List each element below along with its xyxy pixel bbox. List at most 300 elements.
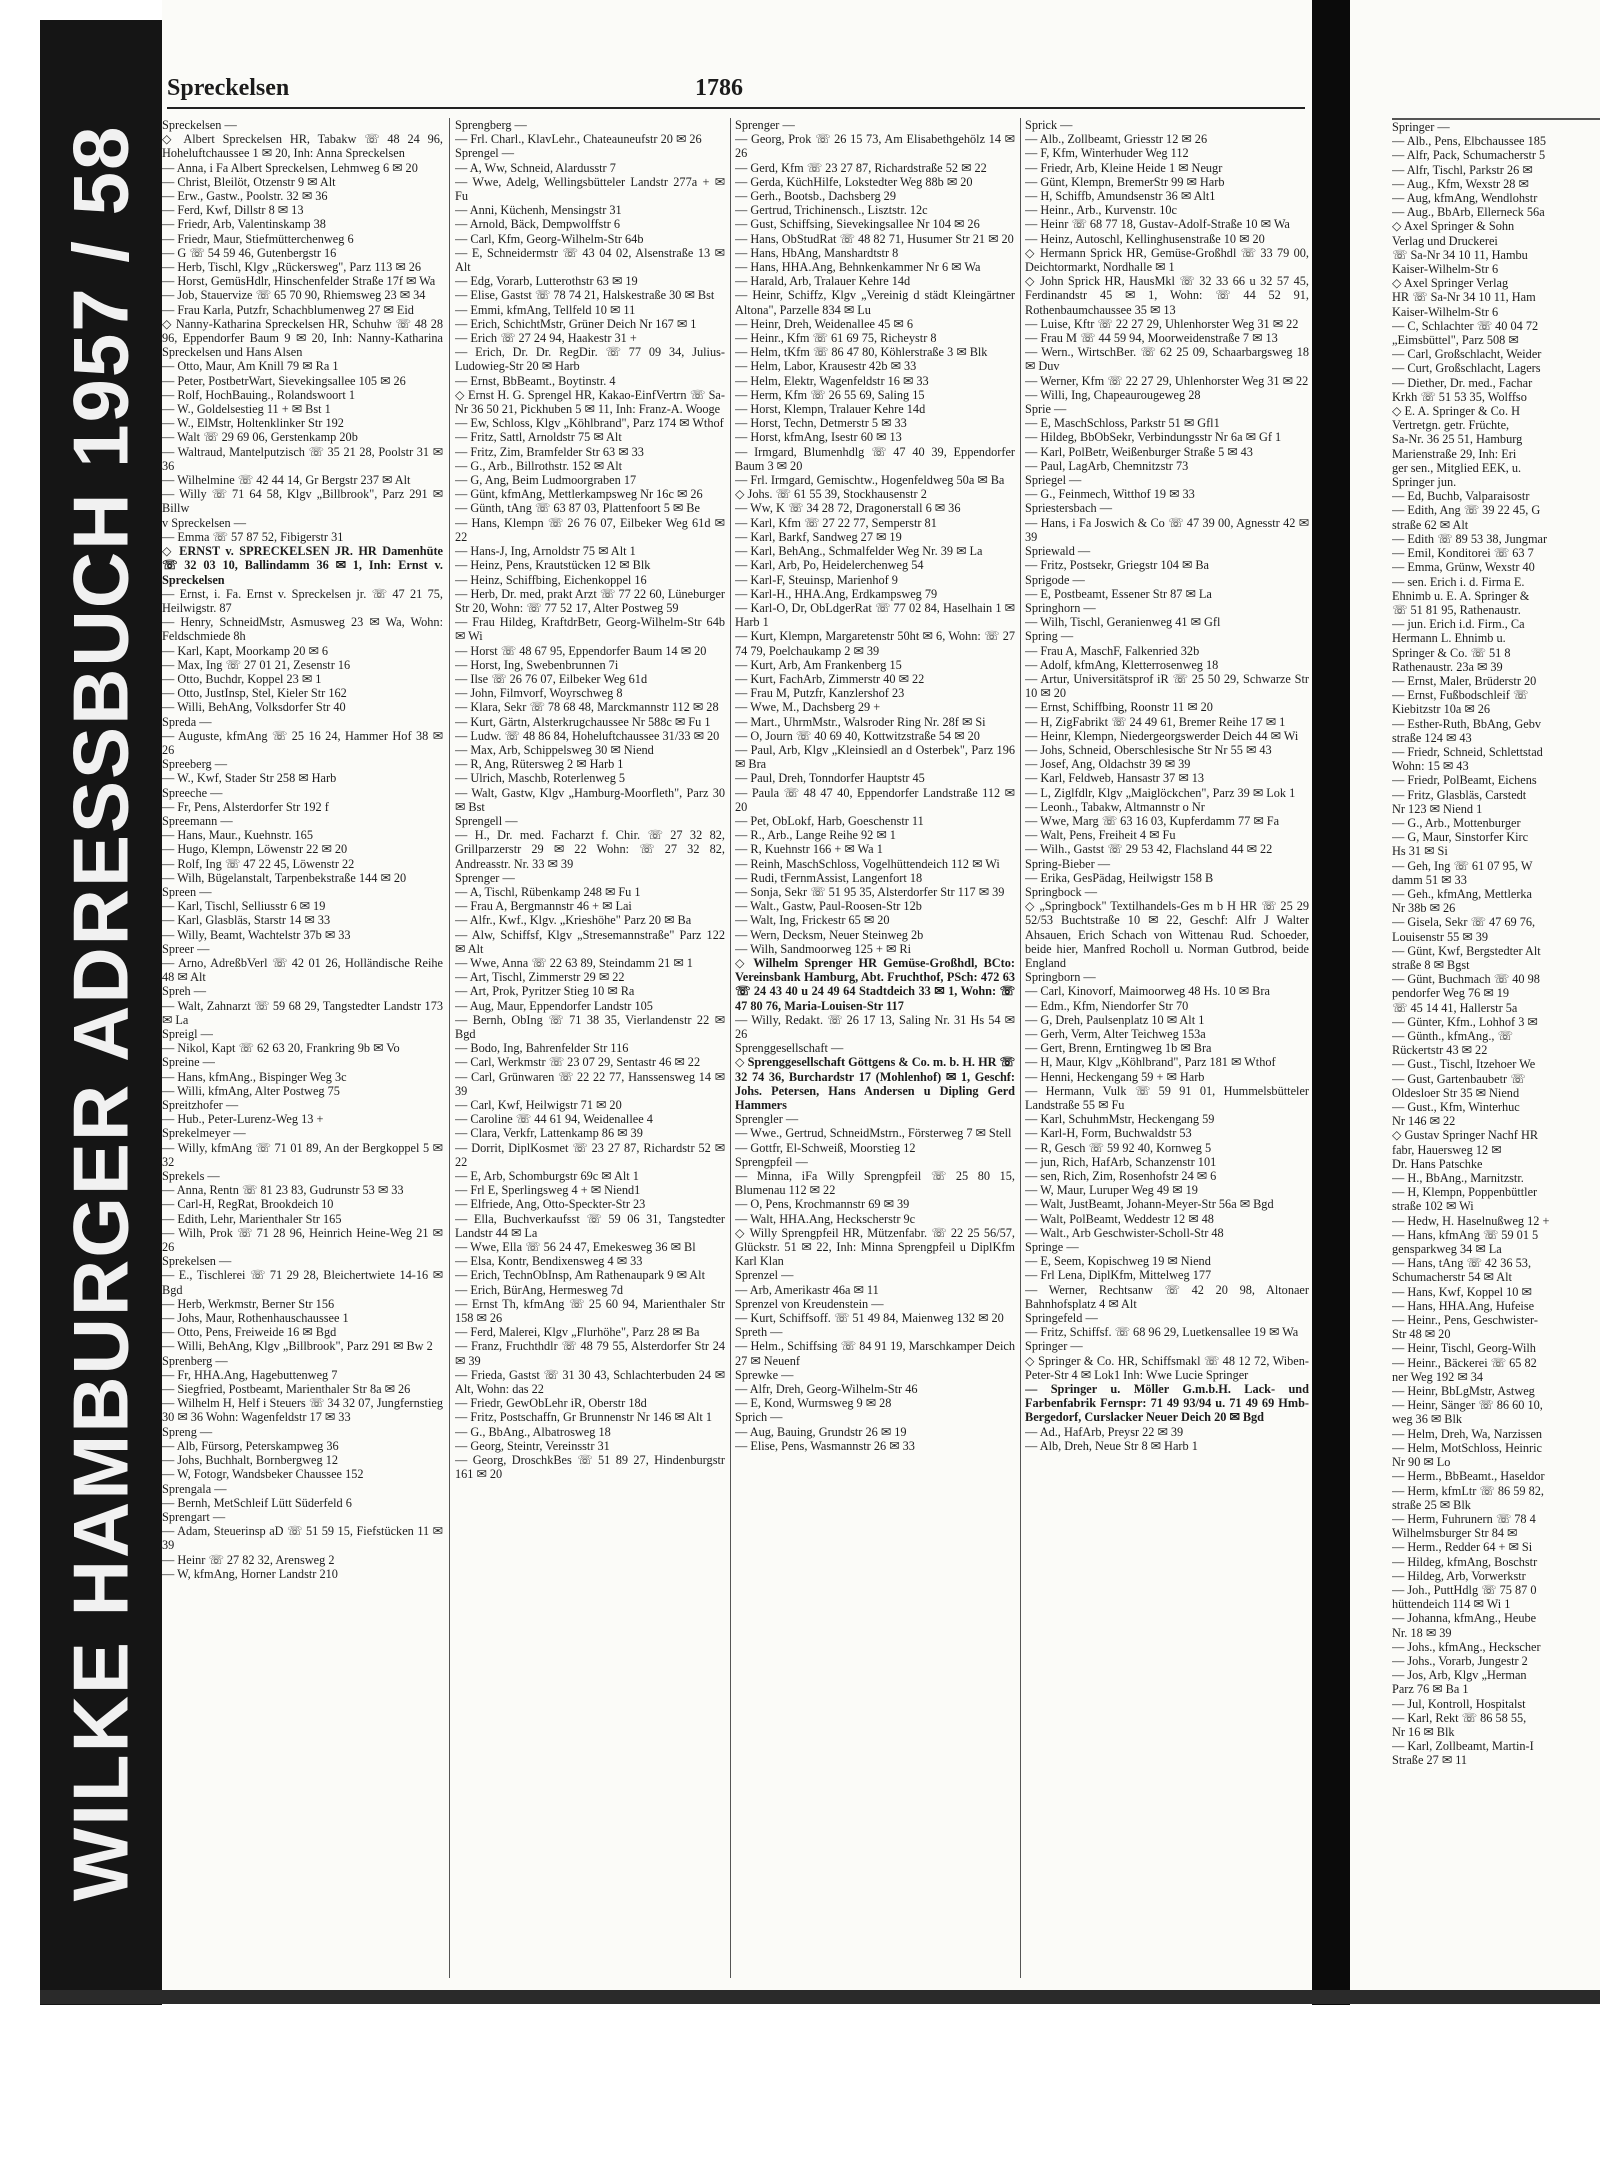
directory-entry: — Elise, Gastst ☏ 78 74 21, Halskestraße 30 ✉ Bst xyxy=(455,288,715,303)
directory-entry: — E, Postbeamt, Essener Str 87 ✉ La xyxy=(1025,586,1212,601)
directory-entry: — Friedr, GewObLehr iR, Oberstr 18d xyxy=(455,1396,647,1411)
facing-page-entry: — jun. Erich i.d. Firm., Ca xyxy=(1392,617,1525,632)
directory-entry: — Willi, BehAng, Klgv „Billbrook", Parz 291 ✉ Bw 2 xyxy=(162,1339,433,1354)
directory-entry: — Max, Ing ☏ 27 01 21, Zesenstr 16 xyxy=(162,657,351,672)
facing-page-entry: Springer — xyxy=(1392,120,1450,134)
directory-entry: Springborn — xyxy=(1025,970,1096,985)
facing-page-entry: — Karl, Zollbeamt, Martin-I xyxy=(1392,1739,1534,1754)
directory-entry: — Kurt, Klempn, Margaretenstr 50ht ✉ 6, Wohn: ☏ 27 74 79, Poelchaukamp 2 ✉ 39 xyxy=(735,629,1015,658)
directory-entry: — F, Kfm, Winterhuder Weg 112 xyxy=(1025,146,1189,161)
facing-page-entry: Louisenstr 55 ✉ 39 xyxy=(1392,929,1489,944)
directory-entry: — Horst ☏ 48 67 95, Eppendorfer Baum 14 ✉ 20 xyxy=(455,643,707,658)
directory-entry: — Walt, HHA.Ang, Heckscherstr 9c xyxy=(735,1211,916,1226)
directory-entry: Springefeld — xyxy=(1025,1311,1098,1326)
directory-entry: — Sonja, Sekr ☏ 51 95 35, Alsterdorfer Str 117 ✉ 39 xyxy=(735,884,1005,899)
directory-entry: Sprenberg — xyxy=(162,1353,228,1368)
directory-entry: — Günth, tAng ☏ 63 87 03, Plattenfoort 5 ✉ Be xyxy=(455,501,700,516)
directory-entry: — Karl, SchuhmMstr, Heckengang 59 xyxy=(1025,1112,1215,1127)
directory-entry: — Ww, K ☏ 34 28 72, Dragonerstall 6 ✉ 36 xyxy=(735,501,961,516)
directory-entry: — Hans, Maur., Kuehnstr. 165 xyxy=(162,828,313,843)
directory-entry: — Wern, Decksm, Neuer Steinweg 2b xyxy=(735,927,924,942)
directory-entry: — Henni, Heckengang 59 + ✉ Harb xyxy=(1025,1069,1205,1084)
facing-page-entry: Wilhelmsburger Str 84 ✉ xyxy=(1392,1526,1518,1541)
directory-entry: — Hugo, Klempn, Löwenstr 22 ✉ 20 xyxy=(162,842,348,857)
directory-entry: — Heinr., Kfm ☏ 61 69 75, Richeystr 8 xyxy=(735,331,937,346)
facing-page-entry: ☏ Sa-Nr 34 10 11, Hambu xyxy=(1392,247,1528,262)
directory-entry: — Ernst Th, kfmAng ☏ 25 60 94, Marienthaler Str 158 ✉ 26 xyxy=(455,1296,725,1326)
facing-page-entry: ☏ 51 81 95, Rathenaustr. xyxy=(1392,602,1521,617)
directory-entry: — Horst, GemüsHdlr, Hinschenfelder Straße 17f ✉ Wa xyxy=(162,274,436,289)
directory-entry: — Karl-F, Steuinsp, Marienhof 9 xyxy=(735,572,898,587)
facing-page-entry: ner Weg 192 ✉ 34 xyxy=(1392,1369,1484,1384)
directory-entry: — Karl, Kapt, Moorkamp 20 ✉ 6 xyxy=(162,643,329,658)
facing-page-entry: — Gust., Kfm, Winterhuc xyxy=(1392,1100,1520,1115)
facing-page-entry: — Diether, Dr. med., Fachar xyxy=(1392,375,1533,390)
directory-entry: — W, Fotogr, Wandsbeker Chaussee 152 xyxy=(162,1467,364,1482)
directory-entry: — Paul, LagArb, Chemnitzstr 73 xyxy=(1025,458,1189,473)
directory-entry: — Bernh, MetSchleif Lütt Süderfeld 6 xyxy=(162,1495,352,1510)
column-rule xyxy=(1020,118,1021,1978)
directory-entry: — Otto, JustInsp, Stel, Kieler Str 162 xyxy=(162,686,347,701)
directory-entry: — Werner, Rechtsanw ☏ 42 20 98, Altonaer Bahnhofsplatz 4 ✉ Alt xyxy=(1025,1282,1309,1311)
directory-entry: — Ad., HafArb, Preysr 22 ✉ 39 xyxy=(1025,1424,1184,1439)
directory-entry: — Paul, Dreh, Tonndorfer Hauptstr 45 xyxy=(735,771,925,786)
facing-page-entry: — Herm, Fuhrunern ☏ 78 4 xyxy=(1392,1511,1536,1526)
directory-entry: — Werner, Kfm ☏ 22 27 29, Uhlenhorster Weg 31 ✉ 22 xyxy=(1025,373,1309,388)
directory-entry: — Günt, kfmAng, Mettlerkampsweg Nr 16c ✉ 26 xyxy=(455,487,703,502)
directory-entry: — Walt, Pens, Freiheit 4 ✉ Fu xyxy=(1025,828,1176,843)
facing-page-entry: Nr 90 ✉ Lo xyxy=(1392,1455,1451,1470)
directory-entry: — Emmi, kfmAng, Tellfeld 10 ✉ 11 xyxy=(455,302,636,317)
directory-entry: — Erich, SchichtMstr, Grüner Deich Nr 167 ✉ 1 xyxy=(455,316,697,331)
directory-entry: ◇ ERNST v. SPRECKELSEN JR. HR Damenhüte ☏ 32 03 10, Ballindamm 36 ✉ 1, Inh: Ernst v. Spreckelsen xyxy=(162,544,443,587)
directory-entry: Sprenzel — xyxy=(735,1268,794,1283)
directory-entry: — G, Dreh, Paulsenplatz 10 ✉ Alt 1 xyxy=(1025,1012,1205,1027)
facing-page-entry: — H., BbAng., Marnitzstr. xyxy=(1392,1171,1524,1186)
directory-entry: — Paul, Arb, Klgv „Kleinsiedl an d Osterbek", Parz 196 ✉ Bra xyxy=(735,742,1015,772)
directory-entry: — Friedr, Arb, Valentinskamp 38 xyxy=(162,217,326,232)
directory-entry: — Harald, Arb, Tralauer Kehre 14d xyxy=(735,274,911,289)
directory-entry: — Frau A, MaschF, Falkenried 32b xyxy=(1025,643,1200,658)
directory-entry: — Horst, Techn, Detmerstr 5 ✉ 33 xyxy=(735,416,907,431)
directory-entry: — Luise, Kftr ☏ 22 27 29, Uhlenhorster Weg 31 ✉ 22 xyxy=(1025,316,1299,331)
directory-entry: — sen, Rich, Zim, Rosenhofstr 24 ✉ 6 xyxy=(1025,1169,1217,1184)
directory-entry: — Erich ☏ 27 24 94, Haakestr 31 + xyxy=(455,331,637,346)
facing-page-entry: Kaiser-Wilhelm-Str 6 xyxy=(1392,304,1499,319)
directory-entry: — Karl, Glasbläs, Starstr 14 ✉ 33 xyxy=(162,913,331,928)
directory-entry: — Karl-O, Dr, ObLdgerRat ☏ 77 02 84, Haselhain 1 ✉ Harb 1 xyxy=(735,600,1015,630)
directory-entry: Spreh — xyxy=(162,984,207,999)
directory-entry: — Max, Arb, Schippelsweg 30 ✉ Niend xyxy=(455,742,654,757)
directory-entry: Sprekelsen — xyxy=(162,1254,232,1269)
facing-page-entry: gensparkweg 34 ✉ La xyxy=(1392,1242,1502,1257)
directory-entry: Sprich — xyxy=(735,1410,783,1425)
directory-entry: Springe — xyxy=(1025,1240,1079,1255)
facing-page-entry: Hs 31 ✉ Si xyxy=(1392,844,1448,859)
facing-page-entry: straße 124 ✉ 43 xyxy=(1392,730,1472,745)
facing-page-entry: Oldesloer Str 35 ✉ Niend xyxy=(1392,1085,1520,1100)
directory-entry: — Caroline ☏ 44 61 94, Weidenallee 4 xyxy=(455,1112,653,1127)
facing-page-entry: — Fritz, Glasbläs, Carstedt xyxy=(1392,787,1527,802)
directory-entry: — O, Pens, Krochmannstr 69 ✉ 39 xyxy=(735,1197,910,1212)
facing-page-entry: — Günt, Buchmach ☏ 40 98 xyxy=(1392,972,1540,987)
directory-entry: — Walt, Zahnarzt ☏ 59 68 29, Tangstedter Landstr 173 ✉ La xyxy=(162,998,443,1027)
directory-entry: — Walt, PolBeamt, Weddestr 12 ✉ 48 xyxy=(1025,1211,1214,1226)
directory-entry: — Otto, Buchdr, Koppel 23 ✉ 1 xyxy=(162,671,322,686)
directory-entry: — Rolf, HochBauing., Rolandswoort 1 xyxy=(162,387,355,402)
facing-page-entry: Vertretgn. getr. Früchte, xyxy=(1392,418,1510,433)
facing-page-entry: — Ernst, Maler, Brüderstr 20 xyxy=(1392,673,1537,688)
facing-page-entry: weg 36 ✉ Blk xyxy=(1392,1412,1463,1427)
directory-entry: — Wilh, Prok ☏ 71 28 96, Heinrich Heine-Weg 21 ✉ 26 xyxy=(162,1225,443,1255)
directory-entry: Spriegel — xyxy=(1025,473,1082,488)
directory-entry: — Rolf, Ing ☏ 47 22 45, Löwenstr 22 xyxy=(162,856,355,871)
facing-page-entry: — Emil, Konditorei ☏ 63 7 xyxy=(1392,546,1534,561)
facing-page-entry: — Alb., Pens, Elbchaussee 185 xyxy=(1392,134,1547,149)
directory-entry: — Emma ☏ 57 87 52, Fibigerstr 31 xyxy=(162,529,344,544)
directory-entry: — Irmgard, Blumenhdlg ☏ 47 40 39, Eppendorfer Baum 3 ✉ 20 xyxy=(735,444,1015,473)
facing-page-entry: — Johanna, kfmAng., Heube xyxy=(1392,1611,1537,1626)
directory-entry: — Heinr., Arb., Kurvenstr. 10c xyxy=(1025,203,1177,218)
directory-entry: — Bernh, ObIng ☏ 71 38 35, Vierlandenstr 22 ✉ Bgd xyxy=(455,1012,725,1041)
directory-entry: ◇ Wilhelm Sprenger HR Gemüse-Großhdl, BCto: Vereinsbank Hamburg, Abt. Fruchthof, PSch: 472 63 ☏ 24 43 40 u 24 49 64 Stadtdeich 33 ✉ 1, Wohn: ☏ 47 80 76, Maria-Louisen-Str 117 xyxy=(735,955,1015,1013)
directory-entry: — Carl, Grünwaren ☏ 22 22 77, Hanssensweg 14 ✉ 39 xyxy=(455,1069,725,1098)
facing-page-entry: — Gust, Gartenbaubetr ☏ xyxy=(1392,1071,1526,1086)
directory-entry: ◇ Willy Sprengpfeil HR, Mützenfabr. ☏ 22 25 56/57, Glückstr. 51 ✉ 22, Inh: Minna Sprengpfeil u DiplKfm Karl Klan xyxy=(735,1225,1015,1269)
directory-entry: — Fritz, Sattl, Arnoldstr 75 ✉ Alt xyxy=(455,430,622,445)
directory-column-4 xyxy=(1025,118,1309,1978)
directory-entry: — Otto, Pens, Freiweide 16 ✉ Bgd xyxy=(162,1325,337,1340)
facing-page-entry: Hermann L. Ehnimb u. xyxy=(1392,631,1506,646)
book-gutter xyxy=(1312,0,1350,2005)
directory-entry: — Helm., Schiffsing ☏ 84 91 19, Marschkamper Deich 27 ✉ Neuenf xyxy=(735,1339,1015,1368)
directory-entry: — Siegfried, Postbeamt, Marienthaler Str 8a ✉ 26 xyxy=(162,1382,411,1397)
directory-entry: — Walt, Ing, Frickestr 65 ✉ 20 xyxy=(735,913,890,928)
directory-entry: Springer — xyxy=(1025,1339,1083,1354)
directory-entry: — Erika, GesPädag, Heilwigstr 158 B xyxy=(1025,870,1214,885)
facing-page-entry: — Alfr, Tischl, Parkstr 26 ✉ xyxy=(1392,162,1533,177)
facing-page-entry: — Carl, Großschlacht, Weider xyxy=(1392,347,1542,362)
directory-entry: — Gerd, Kfm ☏ 23 27 87, Richardstraße 52 ✉ 22 xyxy=(735,160,987,175)
directory-entry: — Rudi, tFernmAssist, Langenfort 18 xyxy=(735,870,923,885)
directory-entry: Spring — xyxy=(1025,629,1074,644)
directory-entry: ◇ „Springbock" Textilhandels-Ges m b H HR ☏ 25 29 52/53 Buchtstraße 10 ✉ 22, Geschf: Alfr J Walter Ahsauen, Erich Schach von Wittenau Rud. Schoeder, beide hier, Manfred Rocholl u. Norman Gutbrod, beide England xyxy=(1025,899,1309,970)
directory-entry: — Alb, Dreh, Neue Str 8 ✉ Harb 1 xyxy=(1025,1438,1198,1453)
directory-entry: — Elsa, Kontr, Bendixensweg 4 ✉ 33 xyxy=(455,1254,643,1269)
directory-entry: — Kurt, Arb, Am Frankenberg 15 xyxy=(735,657,902,672)
facing-page-entry: — Karl, Rekt ☏ 86 58 55, xyxy=(1392,1710,1527,1725)
directory-entry: — Ernst, i. Fa. Ernst v. Spreckelsen jr. ☏ 47 21 75, Heilwigstr. 87 xyxy=(162,586,443,615)
column-rule xyxy=(730,118,731,1978)
facing-page-entry: ◇ Axel Springer Verlag xyxy=(1392,276,1509,291)
directory-entry: Spreer — xyxy=(162,941,210,956)
facing-page-entry: ◇ E. A. Springer & Co. H xyxy=(1392,404,1520,419)
directory-entry: Sprengler — xyxy=(735,1112,799,1127)
directory-entry: — Herb, Tischl, Klgv „Rückersweg", Parz 113 ✉ 26 xyxy=(162,260,422,275)
directory-entry: Spriewald — xyxy=(1025,544,1091,559)
directory-entry: — Karl-H, Form, Buchwaldstr 53 xyxy=(1025,1126,1192,1141)
facing-page-entry: Nr 16 ✉ Blk xyxy=(1392,1724,1455,1739)
directory-entry: — L, Ziglfdlr, Klgv „Maiglöckchen", Parz 39 ✉ Lok 1 xyxy=(1025,785,1296,800)
facing-page-entry: straße 8 ✉ Bgst xyxy=(1392,957,1470,972)
directory-entry: — Erich, BürAng, Hermesweg 7d xyxy=(455,1282,624,1297)
facing-page-entry: — Esther-Ruth, BbAng, Gebv xyxy=(1392,716,1542,731)
facing-page-entry: Springer jun. xyxy=(1392,475,1457,490)
facing-page-entry: Sa-Nr. 36 25 51, Hamburg xyxy=(1392,432,1523,447)
directory-entry: — Edg, Vorarb, Lutterothstr 63 ✉ 19 xyxy=(455,274,638,289)
directory-entry: — Horst, Ing, Swebenbrunnen 7i xyxy=(455,657,619,672)
directory-entry: — Frau Karla, Putzfr, Schachblumenweg 27 ✉ Eid xyxy=(162,302,414,317)
facing-page-entry: Parz 76 ✉ Ba 1 xyxy=(1392,1682,1469,1697)
directory-column-3 xyxy=(735,118,1015,1978)
directory-entry: — Fritz, Zim, Bramfelder Str 63 ✉ 33 xyxy=(455,444,644,459)
directory-entry: — E, Kond, Wurmsweg 9 ✉ 28 xyxy=(735,1396,892,1411)
directory-entry: — Heinz, Schiffbing, Eichenkoppel 16 xyxy=(455,572,647,587)
directory-entry: ◇ Ernst H. G. Sprengel HR, Kakao-EinfVertrn ☏ Sa-Nr 36 50 21, Pickhuben 5 ✉ 11, Inh: Franz-A. Wooge xyxy=(455,387,725,417)
directory-entry: — Gust, Schiffsing, Sievekingsallee Nr 104 ✉ 26 xyxy=(735,217,980,232)
directory-entry: — Wilh, Sandmoorweg 125 + ✉ Ri xyxy=(735,941,912,956)
directory-entry: — Friedr, Arb, Kleine Heide 1 ✉ Neugr xyxy=(1025,160,1223,175)
directory-entry: — W., Goldelsestieg 11 + ✉ Bst 1 xyxy=(162,402,331,417)
directory-entry: — Fr, Pens, Alsterdorfer Str 192 f xyxy=(162,799,329,814)
facing-page-entry: damm 51 ✉ 33 xyxy=(1392,872,1467,887)
directory-entry: — Karl-H., HHA.Ang, Erdkampsweg 79 xyxy=(735,586,938,601)
facing-page-entry: — Aug., Kfm, Wexstr 28 ✉ xyxy=(1392,176,1529,191)
directory-entry: — A, Tischl, Rübenkamp 248 ✉ Fu 1 xyxy=(455,884,641,899)
directory-entry: — Adolf, kfmAng, Kletterrosenweg 18 xyxy=(1025,657,1219,672)
directory-entry: — Springer u. Möller G.m.b.H. Lack- und Farbenfabrik Fernspr: 71 49 93/94 u. 71 49 69 Hmb-Bergedorf, Curslacker Neuer Deich 20 ✉ Bgd xyxy=(1025,1382,1309,1425)
facing-page-entry: — Hans, HHA.Ang, Hufeise xyxy=(1392,1298,1535,1313)
facing-page-entry: — G., Arb., Mottenburger xyxy=(1392,815,1521,830)
directory-entry: — Adam, Steuerinsp aD ☏ 51 59 15, Fiefstücken 11 ✉ 39 xyxy=(162,1524,443,1553)
directory-entry: — Hans, kfmAng., Bispinger Weg 3c xyxy=(162,1069,347,1084)
facing-page-entry: Str 48 ✉ 20 xyxy=(1392,1327,1451,1342)
directory-entry: Sprigode — xyxy=(1025,572,1085,587)
directory-entry: — G ☏ 54 59 46, Gutenbergstr 16 xyxy=(162,245,337,260)
directory-entry: — Gertrud, Trichinensch., Lisztstr. 12c xyxy=(735,203,928,218)
page-header xyxy=(167,73,1305,109)
directory-entry: — Ferd, Kwf, Dillstr 8 ✉ 13 xyxy=(162,203,304,218)
directory-entry: — Wwe, Adelg, Wellingsbütteler Landstr 277a + ✉ Fu xyxy=(455,174,725,204)
directory-entry: — E, Arb, Schomburgstr 69c ✉ Alt 1 xyxy=(455,1169,639,1184)
directory-entry: — W., Kwf, Stader Str 258 ✉ Harb xyxy=(162,771,337,786)
directory-entry: — Ilse ☏ 26 76 07, Eilbeker Weg 61d xyxy=(455,671,648,686)
running-head: Spreckelsen xyxy=(167,75,290,101)
facing-page-entry: — Herm, kfmLtr ☏ 86 59 82, xyxy=(1392,1483,1544,1498)
directory-entry: Sprekelmeyer — xyxy=(162,1126,246,1141)
facing-page-entry: — Aug., BbArb, Ellerneck 56a xyxy=(1392,205,1545,220)
directory-entry: ◇ John Sprick HR, HausMkl ☏ 32 33 66 u 32 57 45, Ferdinandstr 45 ✉ 1, Wohn: ☏ 44 52 91, Rothenbaumchaussee 35 ✉ 13 xyxy=(1025,274,1309,317)
page-number: 1786 xyxy=(695,75,743,101)
directory-entry: — Franz, Fruchthdlr ☏ 48 79 55, Alsterdorfer Str 24 ✉ 39 xyxy=(455,1339,725,1368)
directory-entry: — Clara, Verkfr, Lattenkamp 86 ✉ 39 xyxy=(455,1126,643,1141)
facing-page-entry: Nr 38b ✉ 26 xyxy=(1392,901,1456,916)
directory-entry: — Elfriede, Ang, Otto-Speckter-Str 23 xyxy=(455,1197,646,1212)
directory-entry: — Wwe, Anna ☏ 22 63 89, Steindamm 21 ✉ 1 xyxy=(455,955,693,970)
directory-entry: Spreth — xyxy=(735,1325,783,1340)
facing-page-entry: — Herm., Redder 64 + ✉ Si xyxy=(1392,1540,1533,1555)
facing-page-entry: — Hildeg, kfmAng, Boschstr xyxy=(1392,1554,1538,1569)
facing-page-entry: — Gust., Tischl, Itzehoer We xyxy=(1392,1057,1536,1072)
facing-page-entry: — Curt, Großschlacht, Lagers xyxy=(1392,361,1541,376)
directory-entry: v Spreckelsen — xyxy=(162,515,247,530)
directory-entry: — Edith, Lehr, Marienthaler Str 165 xyxy=(162,1211,342,1226)
directory-entry: Sprengberg — xyxy=(455,118,527,132)
directory-entry: — Gottfr, El-Schweiß, Moorstieg 12 xyxy=(735,1140,916,1155)
facing-page-entry: Nr 123 ✉ Niend 1 xyxy=(1392,801,1483,816)
facing-page-entry: — Heinr, BbLgMstr, Astweg xyxy=(1392,1384,1535,1399)
directory-entry: — Horst, Klempn, Tralauer Kehre 14d xyxy=(735,402,926,417)
facing-page-entry: — Alfr, Pack, Schumacherstr 5 xyxy=(1392,148,1546,163)
directory-entry: — Arnold, Bäck, Dempwolffstr 6 xyxy=(455,217,621,232)
directory-entry: Sprenger — xyxy=(735,118,795,132)
directory-entry: — Walt., Arb Geschwister-Scholl-Str 48 xyxy=(1025,1225,1224,1240)
directory-entry: Sprengala — xyxy=(162,1481,227,1496)
directory-entry: — W., ElMstr, Holtenklinker Str 192 xyxy=(162,416,344,431)
directory-entry: — Karl, Kfm ☏ 27 22 77, Semperstr 81 xyxy=(735,515,937,530)
facing-page-entry: ◇ Gustav Springer Nachf HR xyxy=(1392,1128,1539,1143)
directory-entry: — R, Gesch ☏ 59 92 40, Kornweg 5 xyxy=(1025,1140,1212,1155)
directory-entry: — Hans, Klempn ☏ 26 76 07, Eilbeker Weg 61d ✉ 22 xyxy=(455,515,725,544)
directory-entry: — Wwe, Ella ☏ 56 24 47, Emekesweg 36 ✉ Bl xyxy=(455,1240,696,1255)
directory-entry: Sprewke — xyxy=(735,1367,794,1382)
directory-entry: — Carl, Kfm, Georg-Wilhelm-Str 64b xyxy=(455,231,644,246)
directory-entry: — John, Filmvorf, Woyrschweg 8 xyxy=(455,686,623,701)
directory-entry: Sprenggesellschaft — xyxy=(735,1041,844,1056)
facing-page xyxy=(1350,0,1600,2005)
facing-page-entry: Rückertstr 43 ✉ 22 xyxy=(1392,1043,1488,1058)
facing-page-entry: Nr 146 ✉ 22 xyxy=(1392,1114,1456,1129)
directory-entry: Spreigl — xyxy=(162,1027,213,1041)
directory-entry: — Ew, Schloss, Klgv „Köhlbrand", Parz 174 ✉ Wthof xyxy=(455,416,724,431)
directory-entry: — Heinr ☏ 68 77 18, Gustav-Adolf-Straße 10 ✉ Wa xyxy=(1025,217,1290,232)
facing-page-entry: HR ☏ Sa-Nr 34 10 11, Ham xyxy=(1392,290,1536,305)
page-bottom-edge xyxy=(40,1990,1600,2004)
directory-entry: — Wwe., Gertrud, SchneidMstrn., Försterweg 7 ✉ Stell xyxy=(735,1126,1012,1141)
directory-entry: — Paula ☏ 48 47 40, Eppendorfer Landstraße 112 ✉ 20 xyxy=(735,785,1015,814)
directory-entry: — Willi, kfmAng, Alter Postweg 75 xyxy=(162,1083,340,1098)
directory-entry: — Wilh., Gastst ☏ 29 53 42, Flachsland 44 ✉ 22 xyxy=(1025,842,1273,857)
directory-column-2 xyxy=(455,118,725,1978)
facing-page-entry: — G, Maur, Sinstorfer Kirc xyxy=(1392,830,1529,845)
directory-entry: — H, ZigFabrikt ☏ 24 49 61, Bremer Reihe 17 ✉ 1 xyxy=(1025,714,1286,729)
directory-entry: — O, Journ ☏ 40 69 40, Kottwitzstraße 54 ✉ 20 xyxy=(735,728,980,743)
directory-entry: — E., Tischlerei ☏ 71 29 28, Bleichertwiete 14-16 ✉ Bgd xyxy=(162,1268,443,1297)
directory-entry: — Mart., UhrmMstr., Walsroder Ring Nr. 28f ✉ Si xyxy=(735,714,986,729)
facing-page-entry: — Hans, tAng ☏ 42 36 53, xyxy=(1392,1256,1532,1271)
directory-entry: Sprengart — xyxy=(162,1509,226,1524)
facing-page-entry: — Johs., Vorarb, Jungestr 2 xyxy=(1392,1653,1528,1668)
directory-entry: — Erw., Gastw., Poolstr. 32 ✉ 36 xyxy=(162,189,328,204)
directory-entry: — Helm, Labor, Krausestr 42b ✉ 33 xyxy=(735,359,917,374)
spine-label: WILKE HAMBURGER ADRESSBUCH 1957 / 58 xyxy=(56,124,145,1901)
directory-entry: — Aug, Bauing, Grundstr 26 ✉ 19 xyxy=(735,1424,907,1439)
facing-page-entry: Ehnimb u. E. A. Springer & xyxy=(1392,588,1530,603)
directory-entry: — Willy, Beamt, Wachtelstr 37b ✉ 33 xyxy=(162,927,351,942)
directory-entry: — A, Ww, Schneid, Alardusstr 7 xyxy=(455,160,616,175)
directory-entry: — Anni, Küchenh, Mensingstr 31 xyxy=(455,203,622,218)
directory-entry: — Herb, Werkmstr, Berner Str 156 xyxy=(162,1296,335,1311)
directory-entry: — Arb, Amerikastr 46a ✉ 11 xyxy=(735,1282,879,1297)
directory-entry: — Ella, Buchverkaufsst ☏ 59 06 31, Tangstedter Landstr 44 ✉ La xyxy=(455,1211,725,1240)
directory-entry: Spreemann — xyxy=(162,813,233,828)
facing-page-entry: Dr. Hans Patschke xyxy=(1392,1156,1483,1171)
facing-page-entry: — C, Schlachter ☏ 40 04 72 xyxy=(1392,318,1539,333)
directory-entry: Spring-Bieber — xyxy=(1025,856,1111,871)
directory-entry: — Alfr., Kwf., Klgv. „Krieshöhe" Parz 20 ✉ Ba xyxy=(455,913,692,928)
directory-entry: — Wilhelm H, Helf i Steuers ☏ 34 32 07, Jungfernstieg 30 ✉ 36 Wohn: Wagenfeldstr 17 ✉ 33 xyxy=(162,1396,443,1425)
directory-entry: Spreng — xyxy=(162,1424,213,1439)
directory-entry: — Kurt, Gärtn, Alsterkrugchaussee Nr 588c ✉ Fu 1 xyxy=(455,714,711,729)
directory-entry: — Wilh, Bügelanstalt, Tarpenbekstraße 144 ✉ 20 xyxy=(162,870,407,885)
directory-entry: — Anna, i Fa Albert Spreckelsen, Lehmweg 6 ✉ 20 xyxy=(162,160,418,175)
facing-page-entry: „Eimsbüttel", Parz 508 ✉ xyxy=(1392,333,1519,348)
facing-page-entry: fabr, Hauersweg 12 ✉ xyxy=(1392,1142,1502,1157)
directory-entry: — Frl E, Sperlingsweg 4 + ✉ Niend1 xyxy=(455,1183,641,1198)
directory-entry: ◇ Nanny-Katharina Spreckelsen HR, Schuhw ☏ 48 28 96, Eppendorfer Baum 9 ✉ 20, Inh: Nanny-Katharina Spreckelsen und Hans Alsen xyxy=(162,316,443,360)
directory-entry: — Hans-J, Ing, Arnoldstr 75 ✉ Alt 1 xyxy=(455,544,636,559)
directory-entry: — Johs, Schneid, Oberschlesische Str Nr 55 ✉ 43 xyxy=(1025,742,1272,757)
directory-entry: Sprengel — xyxy=(455,146,515,161)
directory-entry: Sprengell — xyxy=(455,813,518,828)
facing-page-entry: — Jos, Arb, Klgv „Herman xyxy=(1392,1668,1527,1683)
directory-entry: — Willy, kfmAng ☏ 71 01 89, An der Bergkoppel 5 ✉ 32 xyxy=(162,1140,443,1169)
directory-entry: — Georg, Prok ☏ 26 15 73, Am Elisabethgehölz 14 ✉ 26 xyxy=(735,132,1015,161)
facing-page-entry: straße 62 ✉ Alt xyxy=(1392,517,1469,532)
directory-entry: — Frau M, Putzfr, Kanzlershof 23 xyxy=(735,686,905,701)
directory-entry: Sprick — xyxy=(1025,118,1073,132)
facing-page-entry: — Heinr, Sänger ☏ 86 60 10, xyxy=(1392,1398,1543,1413)
directory-entry: ◇ Springer & Co. HR, Schiffsmakl ☏ 48 12 72, Wiben-Peter-Str 4 ✉ Lok1 Inh: Wwe Lucie Springer xyxy=(1025,1353,1309,1382)
directory-entry: — G., Arb., Billrothstr. 152 ✉ Alt xyxy=(455,458,623,473)
directory-entry: Sprenger — xyxy=(455,870,515,885)
directory-entry: — Helm, tKfm ☏ 86 47 80, Köhlerstraße 3 ✉ Blk xyxy=(735,345,988,360)
directory-entry: — Ludw. ☏ 48 86 84, Hoheluftchaussee 31/33 ✉ 20 xyxy=(455,728,720,743)
directory-entry: — E, Seem, Kopischweg 19 ✉ Niend xyxy=(1025,1254,1211,1269)
directory-entry: — Ernst, Schiffbing, Roonstr 11 ✉ 20 xyxy=(1025,700,1213,715)
directory-entry: — Wilhelmine ☏ 42 44 14, Gr Bergstr 237 ✉ Alt xyxy=(162,473,411,488)
facing-page-entry: — sen. Erich i. d. Firma E. xyxy=(1392,574,1525,589)
directory-entry: — Wwe, Marg ☏ 63 16 03, Kupferdamm 77 ✉ Fa xyxy=(1025,813,1280,828)
directory-entry: — Minna, iFa Willy Sprengpfeil ☏ 25 80 15, Blumenau 112 ✉ 22 xyxy=(735,1169,1015,1198)
directory-entry: — Willy ☏ 71 64 58, Klgv „Billbrook", Parz 291 ✉ Billw xyxy=(162,487,443,516)
directory-entry: — H., Dr. med. Facharzt f. Chir. ☏ 27 32 82, Grillparzerstr 29 ✉ 22 Wohn: ☏ 27 32 82, Andreasstr. Nr. 33 ✉ 39 xyxy=(455,828,725,871)
directory-entry: — R, Kuehnstr 166 + ✉ Wa 1 xyxy=(735,842,883,857)
facing-page-entry: — Edith, Ang ☏ 39 22 45, G xyxy=(1392,503,1541,518)
directory-entry: — Heinr, Dreh, Weidenallee 45 ✉ 6 xyxy=(735,316,913,331)
directory-entry: — Johs, Buchhalt, Bornbergweg 12 xyxy=(162,1453,339,1468)
directory-entry: — Willi, BehAng, Volksdorfer Str 40 xyxy=(162,700,346,715)
directory-entry: — Hermann, Vulk ☏ 59 91 01, Hummelsbütteler Landstraße 55 ✉ Fu xyxy=(1025,1083,1309,1113)
directory-entry: — R, Ang, Rütersweg 2 ✉ Harb 1 xyxy=(455,757,624,772)
directory-entry: ◇ Albert Spreckelsen HR, Tabakw ☏ 48 24 96, Hoheluftchaussee 1 ✉ 20, Inh: Anna Spreckelsen xyxy=(162,132,443,161)
facing-page-entry: Marienstraße 29, Inh: Eri xyxy=(1392,446,1517,461)
directory-entry: — Herb, Dr. med, prakt Arzt ☏ 77 22 60, Lüneburger Str 20, Wohn: ☏ 77 52 17, Alter Postweg 59 xyxy=(455,586,725,615)
directory-entry: — Frau Hildeg, KraftdrBetr, Georg-Wilhelm-Str 64b ✉ Wi xyxy=(455,615,725,644)
directory-page xyxy=(162,0,1312,1990)
directory-entry: — Frau M ☏ 44 59 94, Moorweidenstraße 7 ✉ 13 xyxy=(1025,331,1278,346)
directory-entry: — Georg, DroschkBes ☏ 51 89 27, Hindenburgstr 161 ✉ 20 xyxy=(455,1453,725,1482)
directory-entry: — Art, Prok, Pyritzer Stieg 10 ✉ Ra xyxy=(455,984,635,999)
facing-page-column xyxy=(1392,120,1600,1980)
directory-entry: — Walt ☏ 29 69 06, Gerstenkamp 20b xyxy=(162,430,358,445)
directory-entry: — Job, Stauervize ☏ 65 70 90, Rhiemsweg 23 ✉ 34 xyxy=(162,288,426,303)
facing-page-entry: — Günter, Kfm., Lohhof 3 ✉ xyxy=(1392,1014,1538,1029)
directory-entry: — Karl, Arb, Po, Heidelerchenweg 54 xyxy=(735,558,924,573)
directory-entry: — Alw, Schiffsf, Klgv „Stresemannstraße" Parz 122 ✉ Alt xyxy=(455,927,725,956)
directory-entry: — Edm., Kfm, Niendorfer Str 70 xyxy=(1025,998,1189,1013)
facing-page-entry: — Edith ☏ 89 53 38, Jungmar xyxy=(1392,531,1548,546)
